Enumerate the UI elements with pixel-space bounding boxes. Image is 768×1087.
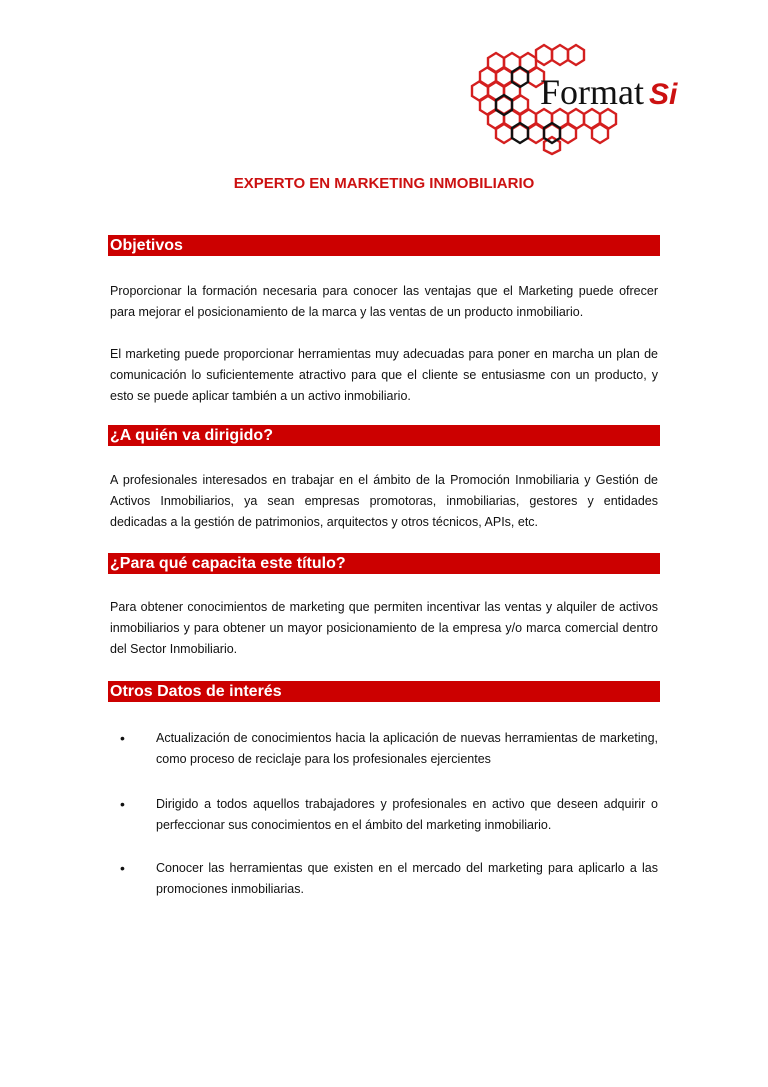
list-item <box>110 858 658 900</box>
list-item-text: Dirigido a todos aquellos trabajadores y profesionales en activo que deseen adquirir o perfeccionar sus conocimientos en el ámbito del marketing inmobiliario. <box>156 797 658 832</box>
list-item <box>110 728 658 770</box>
bullet-icon: • <box>120 730 125 746</box>
list-item-text: Actualización de conocimientos hacia la aplicación de nuevas herramientas de marketing, como proceso de reciclaje para los profesionales ejercientes <box>156 731 658 766</box>
objetivos-paragraph-2: El marketing puede proporcionar herramientas muy adecuadas para poner en marcha un plan de comunicación lo suficientemente atractivo para que el cliente se entusiasme con un producto, y esto se puede aplicar también a un activo inmobiliario. <box>110 347 658 403</box>
section-heading-otros: Otros Datos de interés <box>108 681 660 702</box>
objetivos-paragraph-1: Proporcionar la formación necesaria para conocer las ventajas que el Marketing puede ofrecer para mejorar el posicionamiento de la marca y las ventas de un producto inmobiliario. <box>110 284 658 319</box>
section-heading-dirigido: ¿A quién va dirigido? <box>108 425 660 446</box>
logo-wordmark-suffix: Si <box>649 78 678 111</box>
document-title: EXPERTO EN MARKETING INMOBILIARIO <box>233 175 535 192</box>
section-heading-capacita: ¿Para qué capacita este título? <box>108 553 660 574</box>
bullet-icon: • <box>120 796 125 812</box>
formatsi-logo <box>466 38 716 156</box>
list-item-text: Conocer las herramientas que existen en el mercado del marketing para aplicarlo a las promociones inmobiliarias. <box>156 861 658 896</box>
honeycomb-logo-graphic <box>466 38 716 156</box>
capacita-paragraph: Para obtener conocimientos de marketing que permiten incentivar las ventas y alquiler de activos inmobiliarios y para obtener un mayor posicionamiento de la empresa y/o marca comercial dentro del Sector Inmobiliario. <box>110 600 658 656</box>
dirigido-paragraph: A profesionales interesados en trabajar en el ámbito de la Promoción Inmobiliaria y Gestión de Activos Inmobiliarios, ya sean empresas promotoras, inmobiliarias, gestores y entidades dedicadas a la gestión de patrimonios, arquitectos y otros técnicos, APIs, etc. <box>110 473 658 529</box>
list-item <box>110 794 658 836</box>
bullet-icon: • <box>120 860 125 876</box>
section-heading-objetivos: Objetivos <box>108 235 660 256</box>
logo-wordmark: Format <box>540 72 644 112</box>
